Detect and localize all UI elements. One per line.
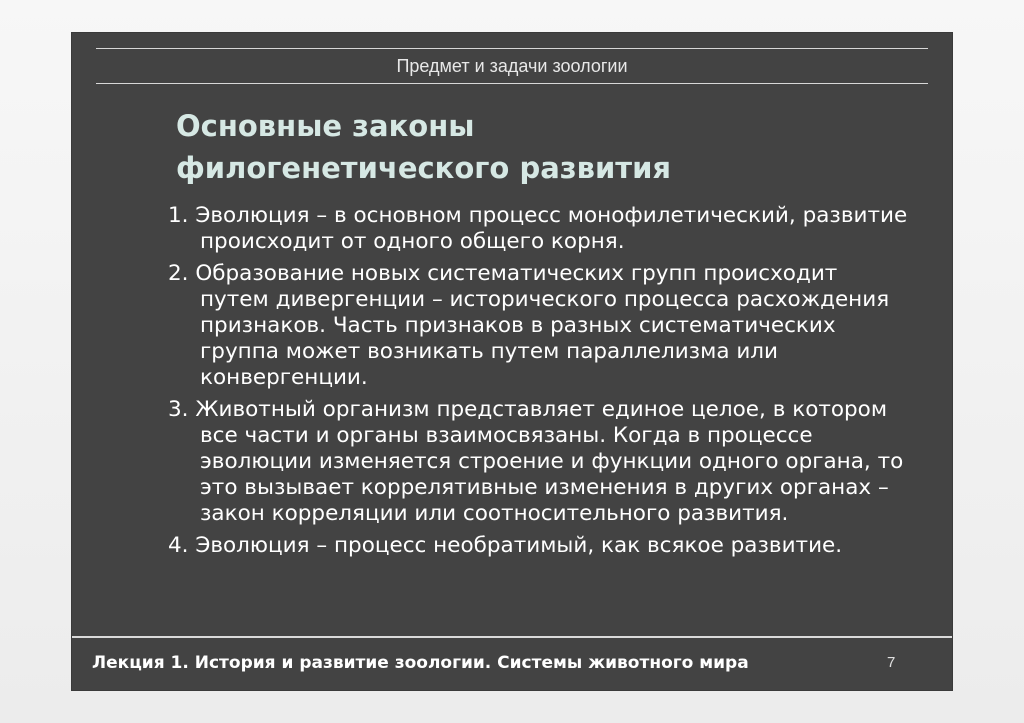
laws-list <box>168 203 908 565</box>
page-number: 7 <box>887 654 896 671</box>
header-bottom-rule <box>96 83 928 84</box>
law-item-3: 3. Животный организм представляет единое целое, в котором все части и органы взаимосвязаны. Когда в процессе эволюции изменяется строение и функции одного органа, то это вызывает коррелятивные изменения в других органах – закон корреляции или соотносительного развития. <box>168 397 904 526</box>
slide <box>72 33 952 690</box>
footer-lecture-title: Лекция 1. История и развитие зоологии. Системы животного мира <box>92 653 749 673</box>
slide-title-line-1: Основные законы <box>176 109 475 143</box>
header-top-rule <box>96 48 928 49</box>
law-item-2: 2. Образование новых систематических групп происходит путем дивергенции – исторического процесса расхождения признаков. Часть признаков в разных систематических группа может возникать путем параллелизма или конвергенции. <box>168 261 890 390</box>
slide-title <box>176 105 816 189</box>
slide-title-line-2: филогенетического развития <box>176 151 672 185</box>
law-item-4: 4. Эволюция – процесс необратимый, как всякое развитие. <box>168 533 843 558</box>
header-title: Предмет и задачи зоологии <box>396 56 628 76</box>
footer-rule <box>72 636 952 638</box>
law-item-1: 1. Эволюция – в основном процесс монофилетический, развитие происходит от одного общего корня. <box>168 203 908 254</box>
